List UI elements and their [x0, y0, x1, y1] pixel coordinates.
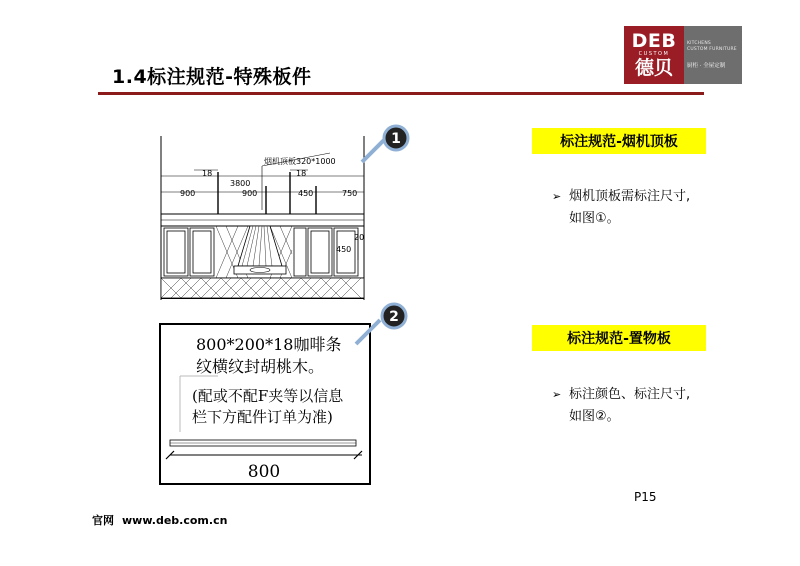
footer	[92, 512, 227, 528]
hood-panel-drawing	[158, 130, 374, 300]
logo-sub-text: CUSTOM	[638, 50, 670, 57]
section2-bullet-line2: 如图②。	[569, 409, 620, 424]
bullet-arrow-icon: ➢	[552, 190, 562, 203]
section1-bullet	[552, 186, 712, 230]
footer-url[interactable]: www.deb.com.cn	[122, 514, 228, 527]
marker-1-number: 1	[391, 131, 401, 147]
logo-cn-text: 德贝	[634, 56, 673, 79]
dim-bottom-4: 750	[342, 189, 358, 198]
page-number: P15	[634, 490, 657, 504]
section2-bullet-line1: 标注颜色、标注尺寸,	[569, 387, 691, 402]
logo-tagline	[684, 26, 742, 84]
shelf-spec-line1: 800*200*18咖啡条	[196, 335, 342, 354]
dim-bottom-2: 900	[242, 189, 258, 198]
logo-brand-text: DEB	[631, 29, 677, 52]
marker-2-number: 2	[389, 309, 399, 325]
section1-heading: 标注规范-烟机顶板	[532, 128, 706, 154]
section2-bullet	[552, 384, 712, 428]
logo-tag-en-1: KITCHENS	[687, 41, 711, 46]
logo-mark	[624, 26, 684, 84]
footer-label: 官网	[92, 514, 114, 527]
shelf-width-dim: 800	[247, 462, 281, 482]
dim-top-2: 3800	[230, 179, 251, 188]
shelf-spec-line2: 纹横纹封胡桃木。	[196, 357, 325, 376]
dim-top-3: 18	[296, 169, 307, 178]
title-divider	[98, 92, 704, 95]
dim-side-1: 450	[336, 245, 352, 254]
callout-text: 烟机顶板320*1000	[264, 157, 336, 166]
shelf-spec-line4: 栏下方配件订单为准)	[192, 408, 333, 426]
logo-tag-en-2: CUSTOM FURNITURE	[687, 47, 737, 52]
marker-2-badge	[354, 302, 410, 346]
marker-1-badge	[360, 124, 416, 164]
shelf-drawing	[158, 322, 374, 486]
dim-bottom-3: 450	[298, 189, 314, 198]
company-logo	[624, 26, 742, 84]
logo-tag-cn: 厨柜 · 全屋定制	[687, 63, 726, 69]
section2-heading: 标注规范-置物板	[532, 325, 706, 351]
section1-bullet-line2: 如图①。	[569, 211, 620, 226]
dim-top-1: 18	[202, 169, 213, 178]
page-title: 1.4标注规范-特殊板件	[112, 66, 312, 88]
dim-side-2: 20	[354, 233, 365, 242]
shelf-spec-line3: (配或不配F夹等以信息	[192, 387, 344, 405]
section1-bullet-line1: 烟机顶板需标注尺寸,	[569, 189, 691, 204]
bullet-arrow-icon: ➢	[552, 388, 562, 401]
dim-bottom-1: 900	[180, 189, 196, 198]
